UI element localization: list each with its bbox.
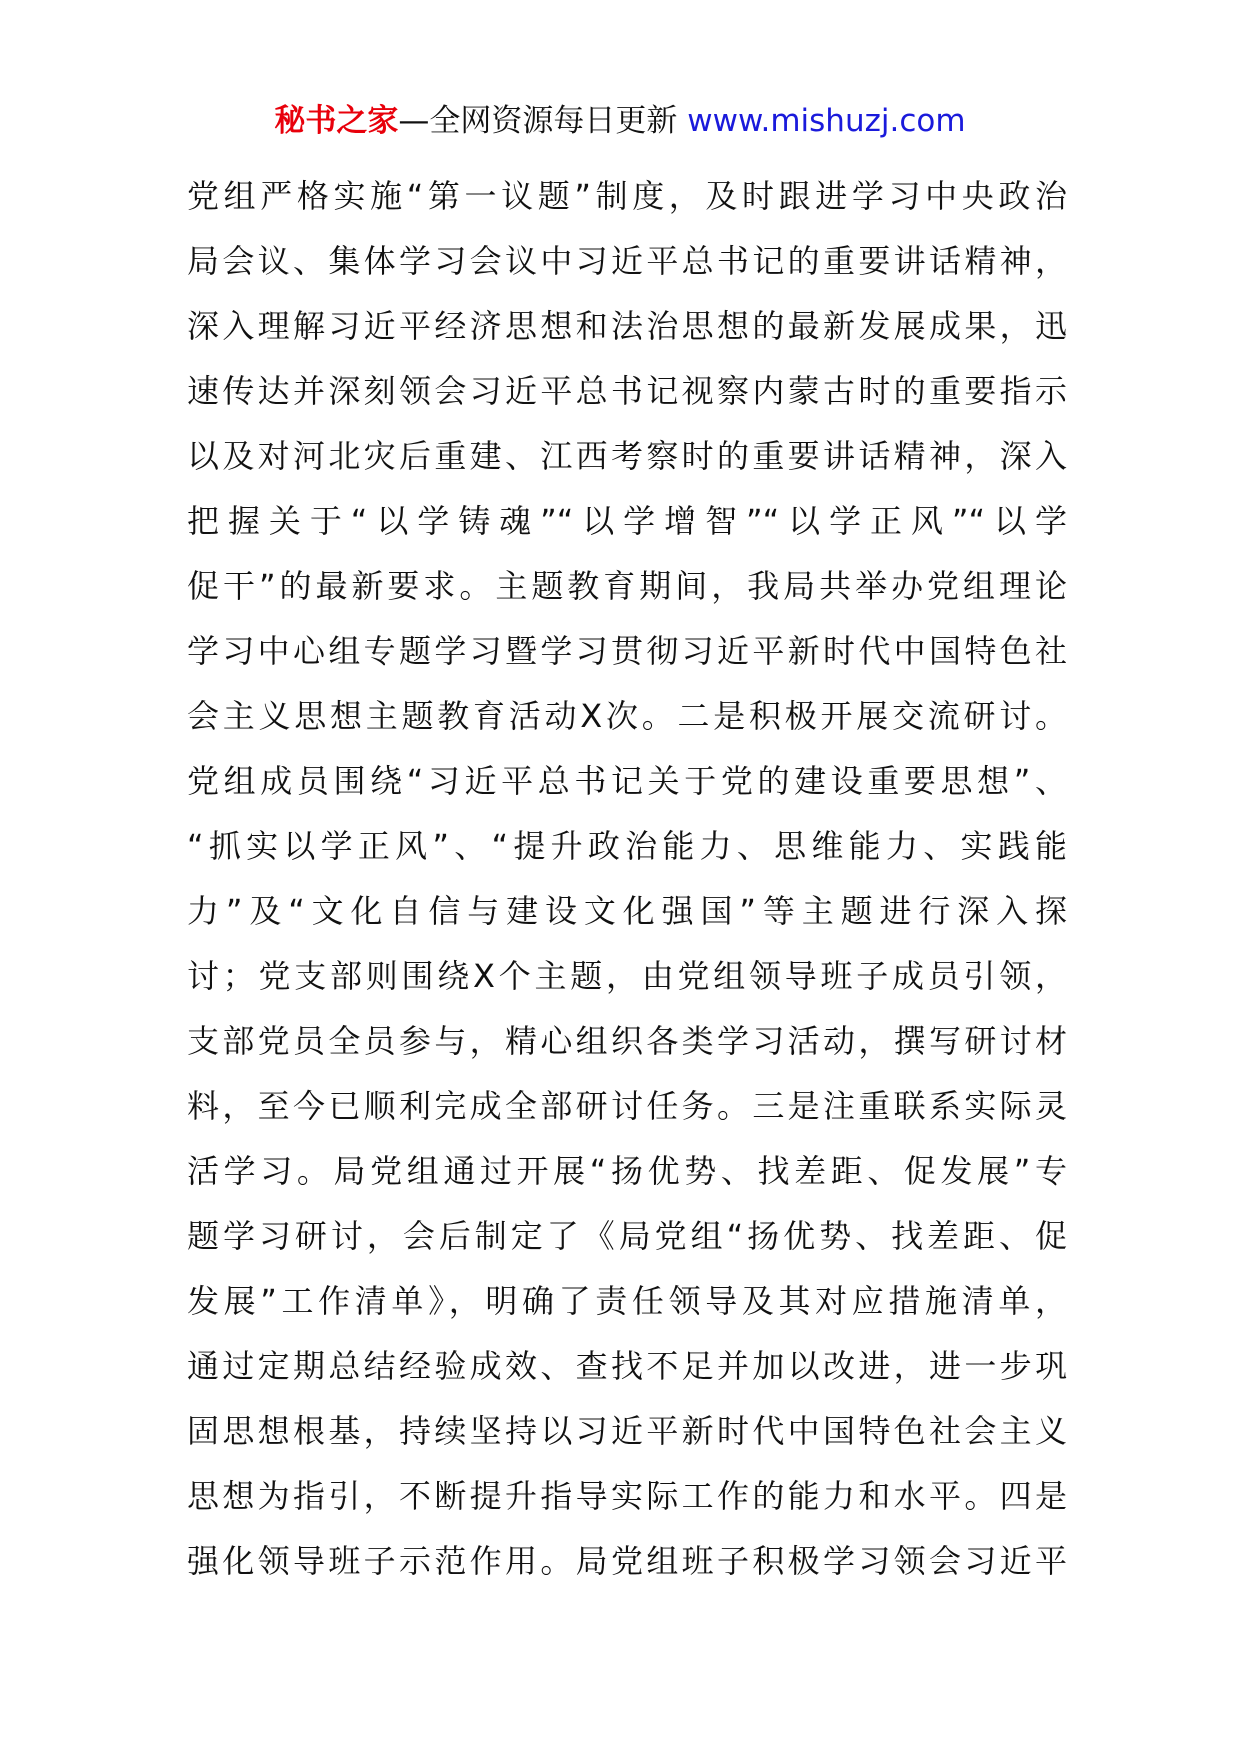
text-line: 支部党员全员参与，精心组织各类学习活动，撰写研讨材 — [187, 1022, 1067, 1060]
page-header — [0, 98, 1240, 144]
text-line: 党组严格实施“第一议题”制度，及时跟进学习中央政治 — [187, 177, 1067, 215]
site-url: www.mishuzj.com — [677, 103, 966, 139]
text-line: 深入理解习近平经济思想和法治思想的最新发展成果，迅 — [187, 307, 1067, 345]
text-line: 通过定期总结经验成效、查找不足并加以改进，进一步巩 — [187, 1347, 1067, 1385]
text-line: 固思想根基，持续坚持以习近平新时代中国特色社会主义 — [187, 1412, 1067, 1450]
text-line: 局会议、集体学习会议中习近平总书记的重要讲话精神， — [187, 242, 1067, 280]
text-line: 党组成员围绕“习近平总书记关于党的建设重要思想”、 — [187, 762, 1067, 800]
text-line: 讨；党支部则围绕X个主题，由党组领导班子成员引领， — [187, 957, 1067, 995]
text-line: 把握关于“以学铸魂”“以学增智”“以学正风”“以学 — [187, 502, 1067, 540]
text-line: 强化领导班子示范作用。局党组班子积极学习领会习近平 — [187, 1542, 1067, 1580]
text-line: 题学习研讨，会后制定了《局党组“扬优势、找差距、促 — [187, 1217, 1067, 1255]
text-line: 发展”工作清单》，明确了责任领导及其对应措施清单， — [187, 1282, 1067, 1320]
text-line: “抓实以学正风”、“提升政治能力、思维能力、实践能 — [187, 827, 1067, 865]
text-line: 促干”的最新要求。主题教育期间，我局共举办党组理论 — [187, 567, 1067, 605]
text-line: 料，至今已顺利完成全部研讨任务。三是注重联系实际灵 — [187, 1087, 1067, 1125]
text-line: 活学习。局党组通过开展“扬优势、找差距、促发展”专 — [187, 1152, 1067, 1190]
text-line: 速传达并深刻领会习近平总书记视察内蒙古时的重要指示 — [187, 372, 1067, 410]
body-paragraph — [187, 164, 1067, 1594]
text-line: 力”及“文化自信与建设文化强国”等主题进行深入探 — [187, 892, 1067, 930]
text-line: 学习中心组专题学习暨学习贯彻习近平新时代中国特色社 — [187, 632, 1067, 670]
text-line: 思想为指引，不断提升指导实际工作的能力和水平。四是 — [187, 1477, 1067, 1515]
header-tagline: —全网资源每日更新 — [398, 103, 678, 139]
text-line: 以及对河北灾后重建、江西考察时的重要讲话精神，深入 — [187, 437, 1067, 475]
brand-name: 秘书之家 — [274, 103, 399, 139]
text-line: 会主义思想主题教育活动X次。二是积极开展交流研讨。 — [187, 697, 1067, 735]
